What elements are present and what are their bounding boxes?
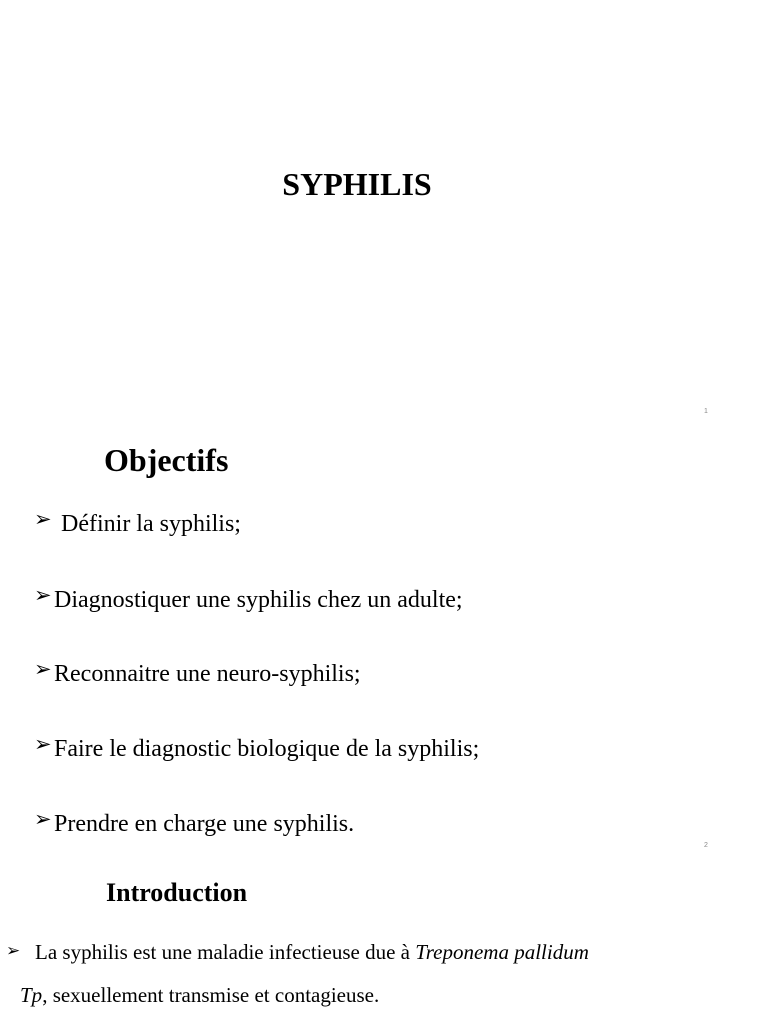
introduction-line xyxy=(6,932,746,975)
intro-text: La syphilis est une maladie infectieuse due à xyxy=(35,940,416,964)
page-number: 1 xyxy=(704,408,708,415)
objective-text: Faire le diagnostic biologique de la syphilis; xyxy=(54,736,480,762)
objective-text: Diagnostiquer une syphilis chez un adulte; xyxy=(54,587,463,613)
arrowhead-bullet-icon: ➢ xyxy=(34,507,52,531)
objective-item xyxy=(34,809,354,839)
objective-text: Reconnaitre une neuro-syphilis; xyxy=(54,661,361,687)
arrowhead-bullet-icon: ➢ xyxy=(34,583,52,607)
intro-text: , sexuellement transmise et contagieuse. xyxy=(42,983,380,1007)
document-title: SYPHILIS xyxy=(282,166,432,202)
objective-text: Prendre en charge une syphilis. xyxy=(54,811,355,837)
objective-item xyxy=(34,734,479,764)
species-abbreviation: Tp xyxy=(20,983,43,1007)
arrowhead-bullet-icon: ➢ xyxy=(34,732,52,756)
objective-item xyxy=(34,585,463,615)
introduction-paragraph xyxy=(6,932,746,1016)
objectives-heading: Objectifs xyxy=(104,442,229,478)
species-name: Treponema pallidum xyxy=(415,940,589,964)
arrowhead-bullet-icon: ➢ xyxy=(34,807,52,831)
introduction-heading: Introduction xyxy=(106,878,248,907)
objective-item xyxy=(34,509,241,539)
arrowhead-bullet-icon: ➢ xyxy=(34,657,52,681)
objective-text: Définir la syphilis; xyxy=(61,511,241,537)
page-number: 2 xyxy=(704,842,708,849)
objective-item xyxy=(34,659,361,689)
introduction-line xyxy=(6,975,746,1016)
arrowhead-bullet-icon: ➢ xyxy=(6,941,21,961)
